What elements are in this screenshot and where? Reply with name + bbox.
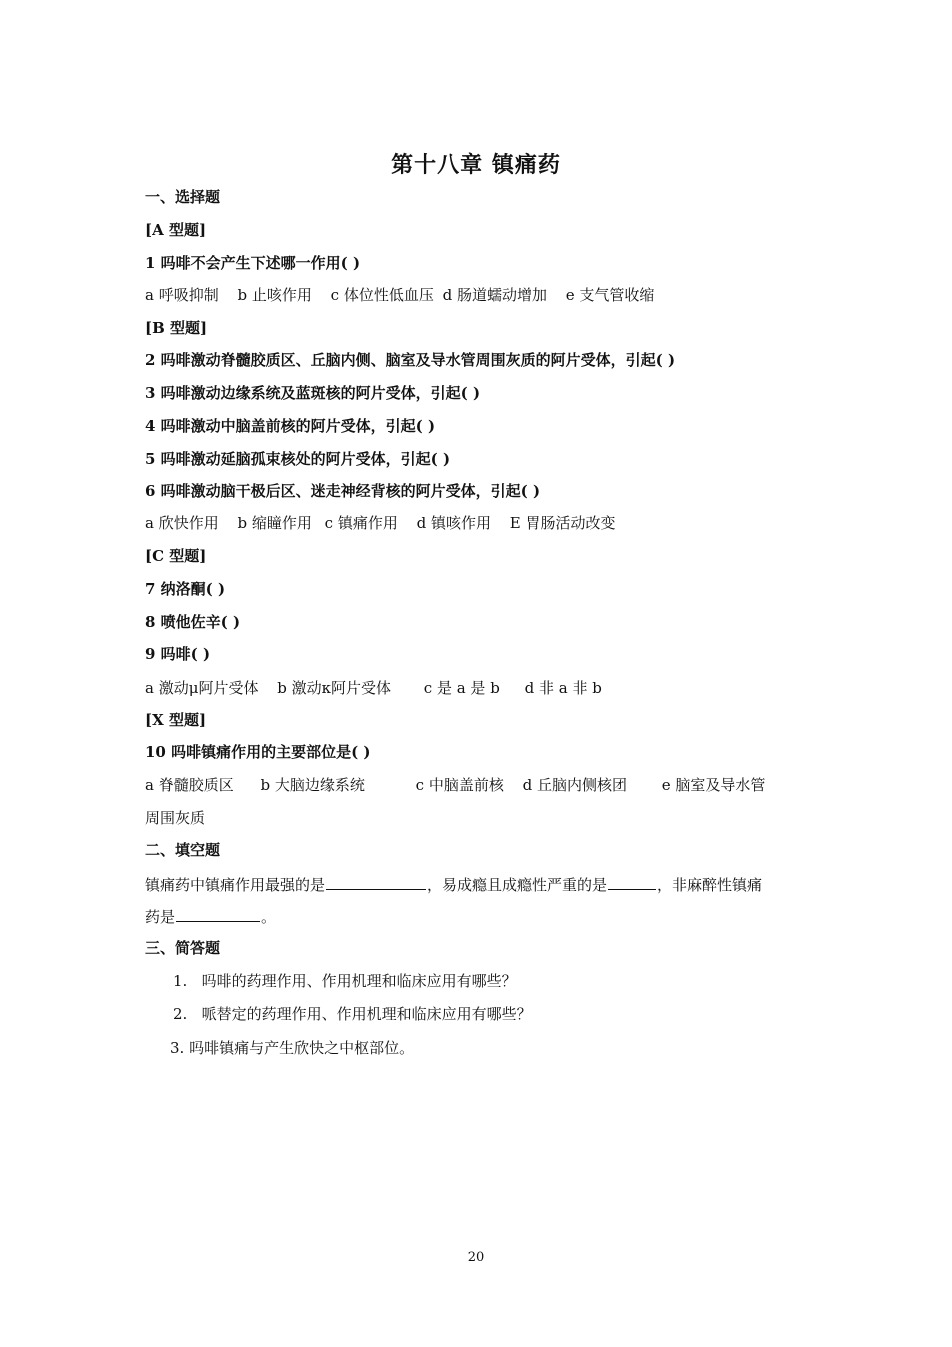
option: a 呼吸抑制 [145,286,219,304]
option: E 胃肠活动改变 [509,514,616,532]
short-answer-item-3 [170,1038,414,1058]
fill-text: 镇痛药中镇痛作用最强的是 [145,876,326,894]
page-number: 20 [467,1250,485,1265]
option: e 脑室及导水管 [661,776,766,794]
option: c 是 a 是 b [423,679,500,697]
section-heading-fill: 二、填空题 [145,841,221,859]
question-3: 3 吗啡激动边缘系统及蓝斑核的阿片受体，引起( ) [145,384,481,402]
item-number: 1. [173,972,188,990]
option: e 支气管收缩 [565,286,655,304]
item-text: 吗啡的药理作用、作用机理和临床应用有哪些？ [201,972,517,990]
short-answer-item-1 [173,971,517,991]
options-row-c [145,678,616,698]
question-6: 6 吗啡激动脑干极后区、迷走神经背核的阿片受体，引起( ) [145,482,541,500]
question-4: 4 吗啡激动中脑盖前核的阿片受体，引起( ) [145,417,436,435]
option: a 激动μ阿片受体 [145,679,259,697]
fill-text: 药是 [145,908,176,926]
option: b 大脑边缘系统 [260,776,365,794]
section-heading-choice: 一、选择题 [145,188,221,206]
option: c 镇痛作用 [324,514,398,532]
option: d 非 a 非 b [524,679,602,697]
type-b-label: [B 型题] [145,319,208,337]
question-2: 2 吗啡激动脊髓胶质区、丘脑内侧、脑室及导水管周围灰质的阿片受体，引起( ) [145,351,676,369]
option: b 缩瞳作用 [237,514,312,532]
options-row-a [145,285,668,305]
answer-blank [326,873,426,890]
answer-blank [608,873,656,890]
question-10: 10 吗啡镇痛作用的主要部位是( ) [145,743,371,761]
question-5: 5 吗啡激动延脑孤束核处的阿片受体，引起( ) [145,450,451,468]
fill-blank-line-1 [145,873,762,895]
type-x-label: [X 型题] [145,711,207,729]
type-c-label: [C 型题] [145,547,207,565]
options-row-x [145,775,765,795]
fill-text: 。 [261,908,277,926]
option: b 激动κ阿片受体 [277,679,391,697]
fill-text: ，易成瘾且成瘾性严重的是 [427,876,608,894]
short-answer-item-2 [173,1004,532,1024]
option: a 欣快作用 [145,514,219,532]
question-9: 9 吗啡( ) [145,645,211,663]
options-row-x-continued: 周围灰质 [145,809,206,827]
question-8: 8 喷他佐辛( ) [145,613,241,631]
chapter-title: 第十八章 镇痛药 [391,152,561,178]
item-number: 2. [173,1005,188,1023]
type-a-label: [A 型题] [145,221,207,239]
fill-text: ，非麻醉性镇痛 [657,876,763,894]
item-text: 吗啡镇痛与产生欣快之中枢部位。 [189,1039,415,1057]
question-1: 1 吗啡不会产生下述哪一作用( ) [145,254,361,272]
option: d 丘脑内侧核团 [522,776,627,794]
fill-blank-line-2 [145,905,276,927]
options-row-b [145,513,629,533]
question-7: 7 纳洛酮( ) [145,580,226,598]
item-text: 哌替定的药理作用、作用机理和临床应用有哪些？ [201,1005,532,1023]
option: c 中脑盖前核 [415,776,504,794]
item-number: 3. [170,1039,185,1057]
option: c 体位性低血压 [330,286,434,304]
option: a 脊髓胶质区 [145,776,234,794]
section-heading-short-answer: 三、简答题 [145,939,221,957]
option: d 肠道蠕动增加 [442,286,547,304]
option: d 镇咳作用 [416,514,491,532]
option: b 止咳作用 [237,286,312,304]
answer-blank [176,905,260,922]
